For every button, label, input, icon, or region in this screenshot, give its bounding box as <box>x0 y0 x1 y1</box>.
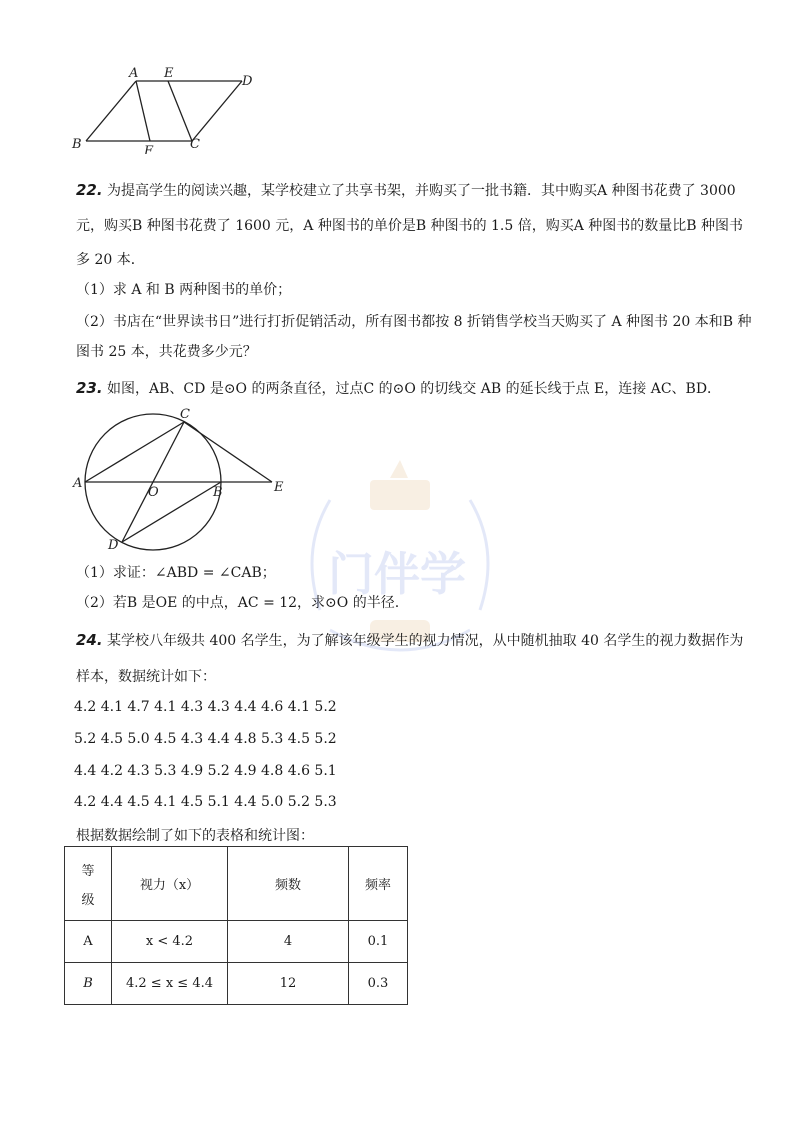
data-row-3: 4.4 4.2 4.3 5.3 4.9 5.2 4.9 4.8 4.6 5.1 <box>74 763 337 779</box>
q23-part1: （1）求证：∠ABD = ∠CAB； <box>76 565 276 581</box>
q22-line2: 元，购买B 种图书花费了 1600 元，A 种图书的单价是B 种图书的 1.5 倍，购买A 种图书的数量比B 种图书 <box>76 218 744 234</box>
label-F: F <box>144 144 154 154</box>
header-grade: 等 级 <box>65 847 112 921</box>
cell-range: 4.2 ≤ x ≤ 4.4 <box>112 963 228 1005</box>
q24-number: 24. <box>76 631 103 649</box>
table-row <box>65 921 408 963</box>
label-A: A <box>129 66 139 81</box>
q23-part2: （2）若B 是OE 的中点，AC = 12，求⊙O 的半径. <box>76 595 400 611</box>
cell-freq: 4 <box>228 921 349 963</box>
q23-text: 如图，AB、CD 是⊙O 的两条直径，过点C 的⊙O 的切线交 AB 的延长线于点 E，连接 AC、BD． <box>107 381 722 397</box>
parallelogram-figure <box>66 64 266 154</box>
q23-number: 23. <box>76 379 103 397</box>
label-D: D <box>108 538 119 553</box>
label-O: O <box>148 485 159 500</box>
cell-grade: A <box>65 921 112 963</box>
q22-line1 <box>76 180 736 200</box>
label-E: E <box>274 480 284 495</box>
watermark-text: 门伴学 <box>328 547 466 601</box>
table-header-row <box>65 847 408 921</box>
q22-number: 22. <box>76 181 103 199</box>
header-vision: 视力（x） <box>112 847 228 921</box>
label-E: E <box>164 66 174 81</box>
data-row-2: 5.2 4.5 5.0 4.5 4.3 4.4 4.8 5.3 4.5 5.2 <box>74 731 337 747</box>
data-row-4: 4.2 4.4 4.5 4.1 4.5 5.1 4.4 5.0 5.2 5.3 <box>74 794 337 810</box>
q24-line2: 样本，数据统计如下： <box>76 669 216 685</box>
vision-table <box>64 846 408 1005</box>
q22-part1: （1）求 A 和 B 两种图书的单价； <box>76 282 292 298</box>
label-C: C <box>190 137 200 152</box>
label-A: A <box>73 476 83 491</box>
cell-grade: B <box>65 963 112 1005</box>
q23-line <box>76 378 721 398</box>
header-rate: 频率 <box>349 847 408 921</box>
cell-freq: 12 <box>228 963 349 1005</box>
q22-part2-line2: 图书 25 本，共花费多少元？ <box>76 344 257 360</box>
q22-line3: 多 20 本． <box>76 252 145 268</box>
cell-rate: 0.3 <box>349 963 408 1005</box>
q22-part2-line1: （2）书店在“世界读书日”进行打折促销活动，所有图书都按 8 折销售学校当天购买了 A 种图书 20 本和B 种 <box>76 314 752 330</box>
label-B: B <box>72 137 82 152</box>
q22-text-line1: 为提高学生的阅读兴趣，某学校建立了共享书架，并购买了一批书籍．其中购买A 种图书花费了 3000 <box>107 183 736 199</box>
watermark-logo <box>290 440 510 690</box>
table-row <box>65 963 408 1005</box>
data-row-1: 4.2 4.1 4.7 4.1 4.3 4.3 4.4 4.6 4.1 5.2 <box>74 699 337 715</box>
circle-tangent-figure <box>70 405 300 555</box>
q24-line1 <box>76 630 743 650</box>
label-B: B <box>213 485 223 500</box>
header-frequency: 频数 <box>228 847 349 921</box>
label-D: D <box>242 74 253 89</box>
q24-intro: 根据数据绘制了如下的表格和统计图： <box>76 828 314 844</box>
label-C: C <box>180 407 190 422</box>
q24-text-line1: 某学校八年级共 400 名学生，为了解该年级学生的视力情况，从中随机抽取 40 名学生的视力数据作为 <box>107 633 744 649</box>
cell-range: x < 4.2 <box>112 921 228 963</box>
cell-rate: 0.1 <box>349 921 408 963</box>
